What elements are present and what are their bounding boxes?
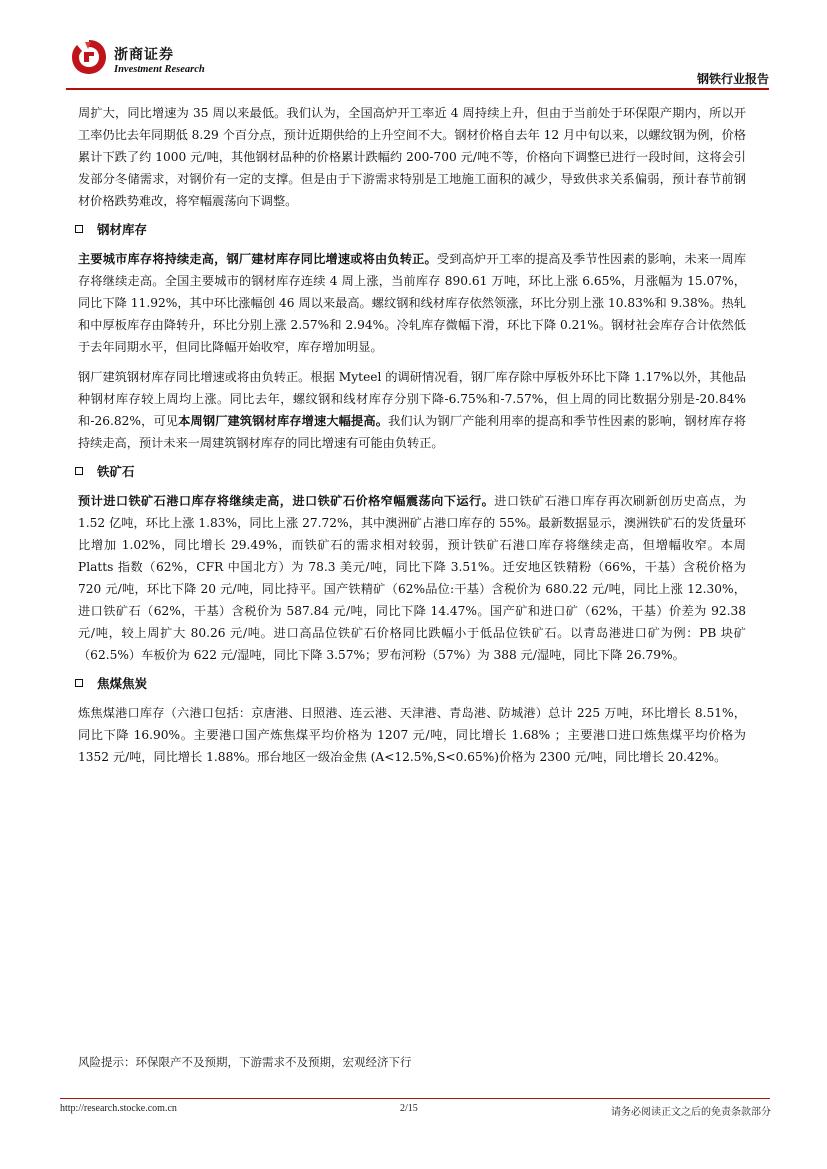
coke-paragraph: 炼焦煤港口库存（六港口包括：京唐港、日照港、连云港、天津港、青岛港、防城港）总计 225 万吨，环比增长 8.51%，同比下降 16.90%。主要港口国产炼焦煤平均价格为 1207 元/吨，同比增长 1.68% ；主要港口进口炼焦煤平均价格为 1352 元/吨，同比增长 1.88%。邢台地区一级冶金焦 (A<12.5%,S<0.65%)价格为 2300 元/吨，同比增长 20.42%。 [78,706,746,764]
risk-warning: 风险提示：环保限产不及预期，下游需求不及预期，宏观经济下行 [78,1055,412,1069]
key-point: 预计进口铁矿石港口库存将继续走高，进口铁矿石价格窄幅震荡向下运行。 [78,494,495,508]
footer-disclaimer: 请务必阅读正文之后的免责条款部分 [611,1107,771,1118]
square-bullet-icon [75,225,83,233]
paragraph-text: 钢厂建筑钢材库存同比增速或将由负转正。根据 Myteel 的调研情况看，钢厂库存除中厚板外环比下降 1.17%以外，其他品种钢材库存较上周均上涨。同比去年，螺纹钢和线材库存分别下降-6.75%和-7.57%，但上周的同比数据分别是-20.84%和-26.82%，可见 [78,370,746,428]
paragraph-text: 进口铁矿石港口库存再次刷新创历史高点，为 1.52 亿吨，环比上涨 1.83%，同比上涨 27.72%，其中澳洲矿占港口库存的 55%。最新数据显示，澳洲铁矿石的发货量环比增加 1.02%，同比增长 29.49%，而铁矿石的需求相对较弱，预计铁矿石港口库存将继续走高，但增幅收窄。本周 Platts 指数（62%，CFR 中国北方）为 78.3 美元/吨，同比下降 3.51%。迁安地区铁精粉（66%，干基）含税价格为 720 元/吨，环比下降 20 元/吨，同比持平。国产铁精矿（62%品位:干基）含税价为 680.22 元/吨，同比上涨 12.30%，进口铁矿石（62%，干基）含税价为 587.84 元/吨，同比下降 14.47%。国产矿和进口矿（62%，干基）价差为 92.38 元/吨，较上周扩大 80.26 元/吨。进口高品位铁矿石价格同比跌幅小于低品位铁矿石。以青岛港进口矿为例：PB 块矿（62.5%）车板价为 622 元/湿吨，同比下降 3.57%；罗布河粉（57%）为 388 元/湿吨，同比下降 26.79%。 [78,494,747,662]
square-bullet-icon [75,679,83,687]
key-point: 主要城市库存将持续走高，钢厂建材库存同比增速或将由负转正。 [78,252,437,266]
page-header [0,0,827,90]
intro-paragraph: 周扩大，同比增速为 35 周以来最低。我们认为，全国高炉开工率近 4 周持续上升，但由于当前处于环保限产期内，所以开工率仍比去年同期低 8.29 个百分点，预计近期供给的上升空间不大。钢材价格自去年 12 月中旬以来，以螺纹钢为例，价格累计下跌了约 1000 元/吨，其他钢材品种的价格累计跌幅约 200-700 元/吨不等，价格向下调整已进行一段时间，这将会引发部分冬储需求，对钢价有一定的支撑。但是由于下游需求特别是工地施工面积的减少，导致供求关系偏弱，预计春节前钢材价格跌势难改，将窄幅震荡向下调整。 [78,106,746,208]
paragraph-text: 受到高炉开工率的提高及季节性因素的影响，未来一周库存将继续走高。全国主要城市的钢材库存连续 4 周上涨，当前库存 890.61 万吨，环比上涨 6.65%，月涨幅为 15.07%，同比下降 11.92%，其中环比涨幅创 46 周以来最高。螺纹钢和线材库存依然领涨，环比分别上涨 10.83%和 9.38%。热轧和中厚板库存由降转升，环比分别上涨 2.57%和 2.94%。冷轧库存微幅下滑，环比下降 0.21%。钢材社会库存合计依然低于去年同期水平，但同比降幅开始收窄，库存增加明显。 [78,252,747,354]
header-divider [66,88,769,90]
iron-ore-paragraph [78,490,746,666]
page-number: 2/15 [400,1103,418,1114]
report-body [78,102,746,768]
brand-name-cn: 浙商证券 [114,47,174,63]
key-point: 本周钢厂建筑钢材库存增速大幅提高。 [178,414,389,428]
paragraph-text: 我们认为钢厂产能利用率的提高和季节性因素的影响，钢材库存将持续走高，预计未来一周建筑钢材库存的同比增速有可能由负转正。 [78,414,747,450]
footer-website-link[interactable]: http://research.stocke.com.cn [60,1103,177,1114]
footer-divider [60,1098,770,1099]
steel-inventory-paragraph-1 [78,248,746,358]
section-title: 焦煤焦炭 [97,676,148,691]
section-heading-iron-ore [75,460,746,482]
section-heading-steel-inventory [75,218,746,240]
steel-inventory-paragraph-2 [78,366,746,454]
section-title: 铁矿石 [97,464,135,479]
section-title: 钢材库存 [97,222,148,237]
brand-name-en: Investment Research [114,64,205,75]
company-logo-icon [70,38,108,76]
report-type-label: 钢铁行业报告 [696,72,769,86]
section-heading-coke [75,672,746,694]
square-bullet-icon [75,467,83,475]
